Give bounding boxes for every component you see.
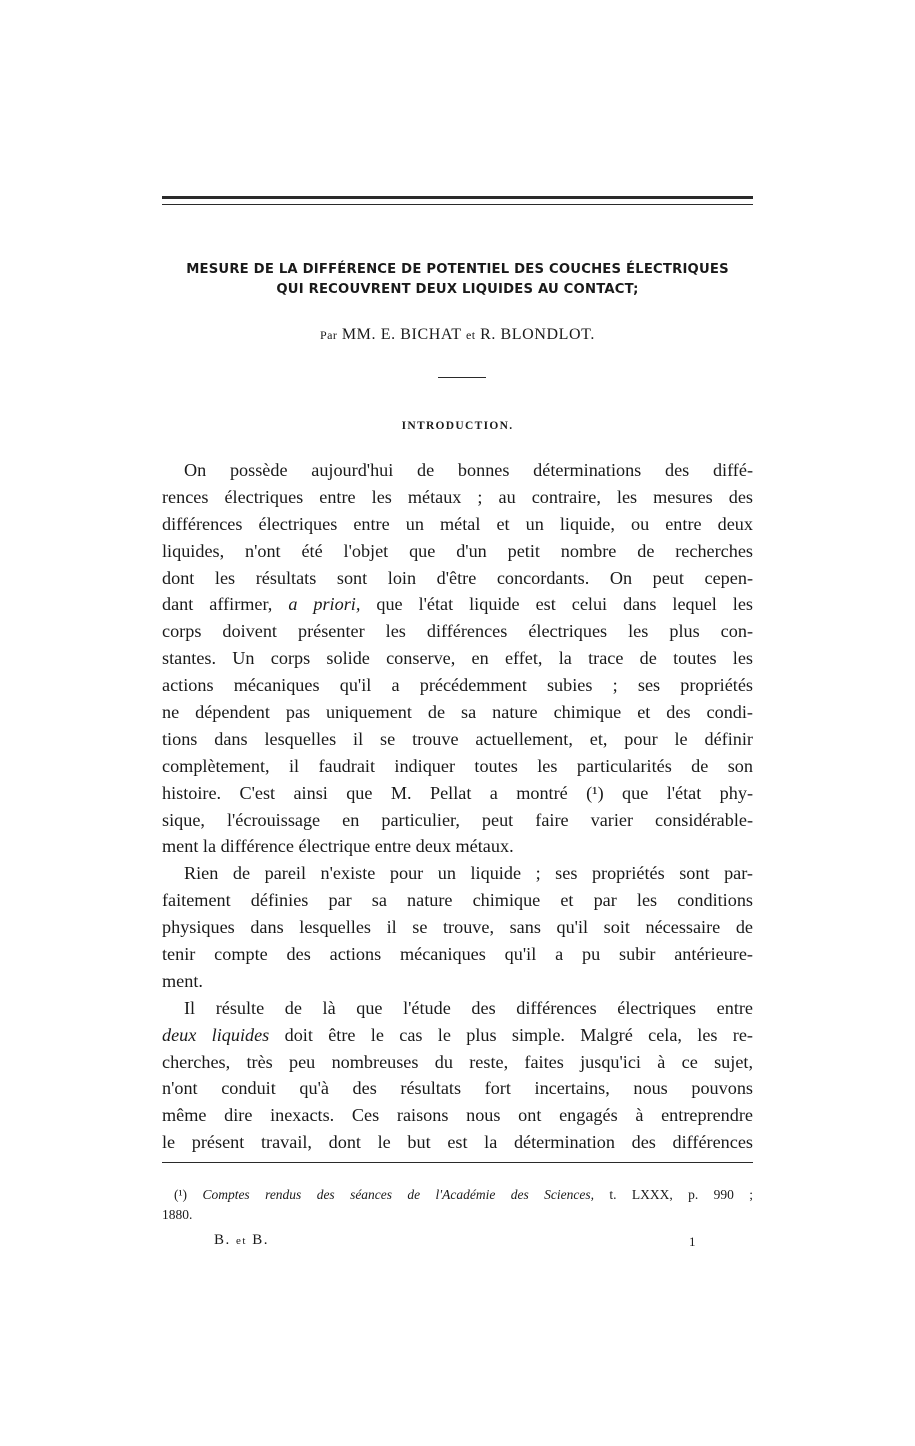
paragraph-line: Il résulte de là que l'étude des différences électriques entre bbox=[184, 997, 753, 1018]
paragraph-line: ne dépendent pas uniquement de sa nature chimique et des condi- bbox=[162, 702, 753, 723]
footnote-year: 1880. bbox=[162, 1207, 193, 1222]
footnote bbox=[162, 1185, 753, 1225]
paragraph-line: stantes. Un corps solide conserve, en effet, la trace de toutes les bbox=[162, 648, 753, 669]
title-line-1: MESURE DE LA DIFFÉRENCE DE POTENTIEL DES COUCHES ÉLECTRIQUES bbox=[186, 262, 729, 277]
section-heading: INTRODUCTION. bbox=[401, 420, 514, 432]
authors-line bbox=[162, 325, 753, 345]
footnote-line bbox=[162, 1185, 753, 1205]
paragraph-line: corps doivent présenter les différences électriques les plus con- bbox=[162, 621, 753, 642]
title-separator-rule bbox=[438, 377, 486, 378]
paragraph-line: différences électriques entre un métal et un liquide, ou entre deux bbox=[162, 513, 753, 534]
text-run: doit être le cas le plus simple. Malgré cela, les re- bbox=[284, 1024, 753, 1045]
paragraph-line: rences électriques entre les métaux ; au contraire, les mesures des bbox=[162, 486, 753, 507]
footnote-source: Comptes rendus des séances de l'Académie des Sciences, bbox=[202, 1187, 595, 1202]
footnote-marker: (¹) bbox=[174, 1187, 188, 1202]
authors-et: et bbox=[465, 328, 476, 342]
paragraph-line: physiques dans lesquelles il se trouve, sans qu'il soit nécessaire de bbox=[162, 917, 753, 938]
authors-par: Par bbox=[320, 328, 338, 342]
footnote-reference: t. LXXX, p. 990 ; bbox=[609, 1187, 754, 1202]
paragraph-line: complètement, il faudrait indiquer toutes les particularités de son bbox=[162, 755, 753, 776]
italic-run: deux liquides bbox=[162, 1024, 270, 1045]
paragraph-line: sique, l'écrouissage en particulier, peut faire varier considérable- bbox=[162, 809, 753, 830]
paragraph-line: tions dans lesquelles il se trouve actuellement, et, pour le définir bbox=[162, 728, 753, 749]
authors-first: MM. E. BICHAT bbox=[341, 326, 462, 343]
paragraph-line: ment. bbox=[162, 970, 203, 991]
paragraph-line: faitement définies par sa nature chimique et par les conditions bbox=[162, 890, 753, 911]
paragraph-line: tenir compte des actions mécaniques qu'il a pu subir antérieure- bbox=[162, 944, 753, 965]
title-line-2: QUI RECOUVRENT DEUX LIQUIDES AU CONTACT; bbox=[276, 282, 639, 297]
text-run: dant affirmer, bbox=[162, 594, 273, 615]
signature-b1: B. bbox=[214, 1232, 231, 1248]
article-title bbox=[162, 260, 753, 300]
paragraph-line: n'ont conduit qu'à des résultats fort incertains, nous pouvons bbox=[162, 1078, 753, 1099]
text-run: que l'état liquide est celui dans lequel les bbox=[376, 594, 753, 615]
paragraph-line-mixed bbox=[162, 1022, 753, 1049]
paragraph-line: On possède aujourd'hui de bonnes déterminations des diffé- bbox=[184, 460, 753, 480]
authors-second: R. BLONDLOT. bbox=[480, 326, 595, 343]
signature-et: et bbox=[236, 1235, 247, 1247]
paragraph-line: cherches, très peu nombreuses du reste, faites jusqu'ici à ce sujet, bbox=[162, 1051, 753, 1072]
header-double-rule bbox=[162, 196, 753, 205]
paragraph-line: actions mécaniques qu'il a précédemment subies ; ses propriétés bbox=[162, 675, 753, 696]
paragraph-line: dont les résultats sont loin d'être concordants. On peut cepen- bbox=[162, 567, 753, 588]
italic-run: a priori, bbox=[288, 594, 361, 615]
paragraph-line: le présent travail, dont le but est la détermination des différences bbox=[162, 1132, 753, 1153]
paragraph-line-mixed bbox=[162, 591, 753, 618]
paragraph-line: liquides, n'ont été l'objet que d'un petit nombre de recherches bbox=[162, 540, 753, 561]
footnote-rule bbox=[162, 1162, 753, 1163]
paragraph-line: histoire. C'est ainsi que M. Pellat a montré (¹) que l'état phy- bbox=[162, 782, 753, 803]
body-text bbox=[162, 457, 753, 1156]
paragraph-line: même dire inexacts. Ces raisons nous ont engagés à entreprendre bbox=[162, 1105, 753, 1126]
paragraph-line: ment la différence électrique entre deux métaux. bbox=[162, 836, 514, 857]
signature-mark bbox=[214, 1232, 269, 1249]
signature-b2: B. bbox=[252, 1232, 269, 1248]
page-number: 1 bbox=[689, 1234, 696, 1249]
paragraph-line: Rien de pareil n'existe pour un liquide ; ses propriétés sont par- bbox=[184, 863, 753, 884]
